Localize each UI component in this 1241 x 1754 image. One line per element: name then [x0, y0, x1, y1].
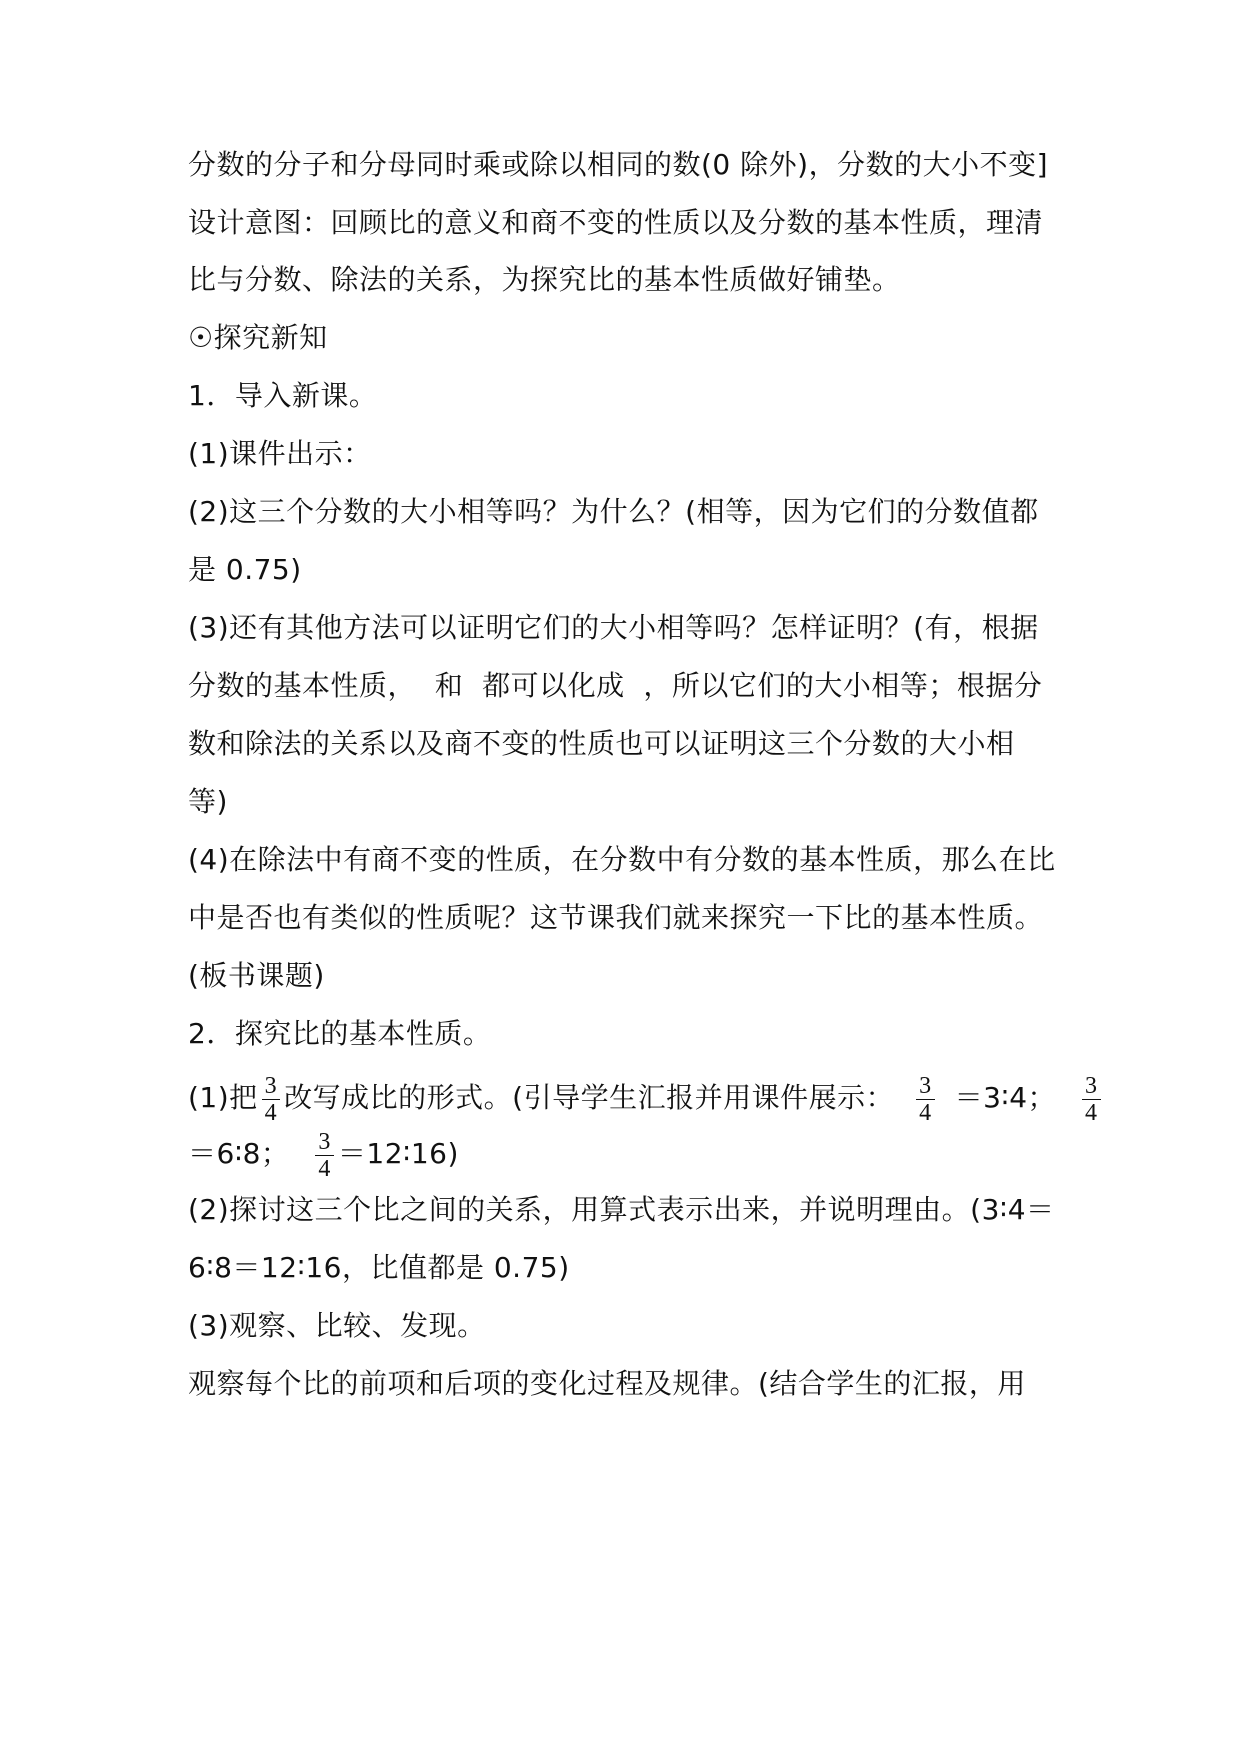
text-line: 6∶8＝12∶16，比值都是 0.75): [188, 1251, 570, 1284]
fraction: [916, 1073, 935, 1126]
text-line: (2)这三个分数的大小相等吗？为什么？(相等，因为它们的分数值都: [188, 495, 1039, 528]
text-line: (3)观察、比较、发现。: [188, 1309, 486, 1342]
text-line: 等): [188, 785, 228, 818]
fraction: [1082, 1073, 1101, 1126]
fraction-denominator: 4: [264, 1099, 278, 1126]
fraction-denominator: 4: [1085, 1099, 1098, 1126]
text-segment: (1)把: [188, 1081, 258, 1114]
fraction-numerator: 3: [315, 1129, 334, 1156]
text-segment: ＝12∶16): [337, 1137, 459, 1170]
fraction-numerator: 3: [1082, 1073, 1101, 1100]
fraction-numerator: 3: [916, 1073, 935, 1100]
fraction: [315, 1129, 334, 1182]
text-line: 分数的基本性质， 和 都可以化成 ，所以它们的大小相等；根据分: [188, 669, 1043, 702]
text-line: (4)在除法中有商不变的性质，在分数中有分数的基本性质，那么在比: [188, 843, 1056, 876]
fraction-denominator: 4: [318, 1155, 331, 1182]
text-line: (板书课题): [188, 959, 325, 992]
text-line: (1)课件出示：: [188, 437, 372, 470]
fraction: [262, 1073, 281, 1126]
text-line: 中是否也有类似的性质呢？这节课我们就来探究一下比的基本性质。: [188, 901, 1044, 934]
text-line: 2．探究比的基本性质。: [188, 1017, 492, 1050]
text-line: 数和除法的关系以及商不变的性质也可以证明这三个分数的大小相: [188, 727, 1015, 760]
text-line: 设计意图：回顾比的意义和商不变的性质以及分数的基本性质，理清: [188, 206, 1044, 239]
text-line: 观察每个比的前项和后项的变化过程及规律。(结合学生的汇报，用: [188, 1367, 1026, 1400]
text-line-with-fractions: [188, 1124, 1068, 1184]
text-line-with-fractions: [188, 1068, 1098, 1128]
text-line: 1．导入新课。: [188, 379, 378, 412]
text-line: (2)探讨这三个比之间的关系，用算式表示出来，并说明理由。(3∶4＝: [188, 1193, 1055, 1226]
section-heading: ☉探究新知: [188, 321, 328, 354]
text-segment: ＝3∶4；: [954, 1081, 1057, 1114]
text-segment: 改写成比的形式。(引导学生汇报并用课件展示：: [284, 1081, 895, 1114]
text-segment: ＝6∶8；: [188, 1137, 290, 1170]
text-line: 是 0.75): [188, 553, 302, 586]
text-line: 分数的分子和分母同时乘或除以相同的数(0 除外)，分数的大小不变]: [188, 148, 1048, 181]
text-line: (3)还有其他方法可以证明它们的大小相等吗？怎样证明？(有，根据: [188, 611, 1039, 644]
fraction-denominator: 4: [919, 1099, 932, 1126]
text-line: 比与分数、除法的关系，为探究比的基本性质做好铺垫。: [188, 263, 901, 296]
fraction-numerator: 3: [262, 1073, 281, 1100]
